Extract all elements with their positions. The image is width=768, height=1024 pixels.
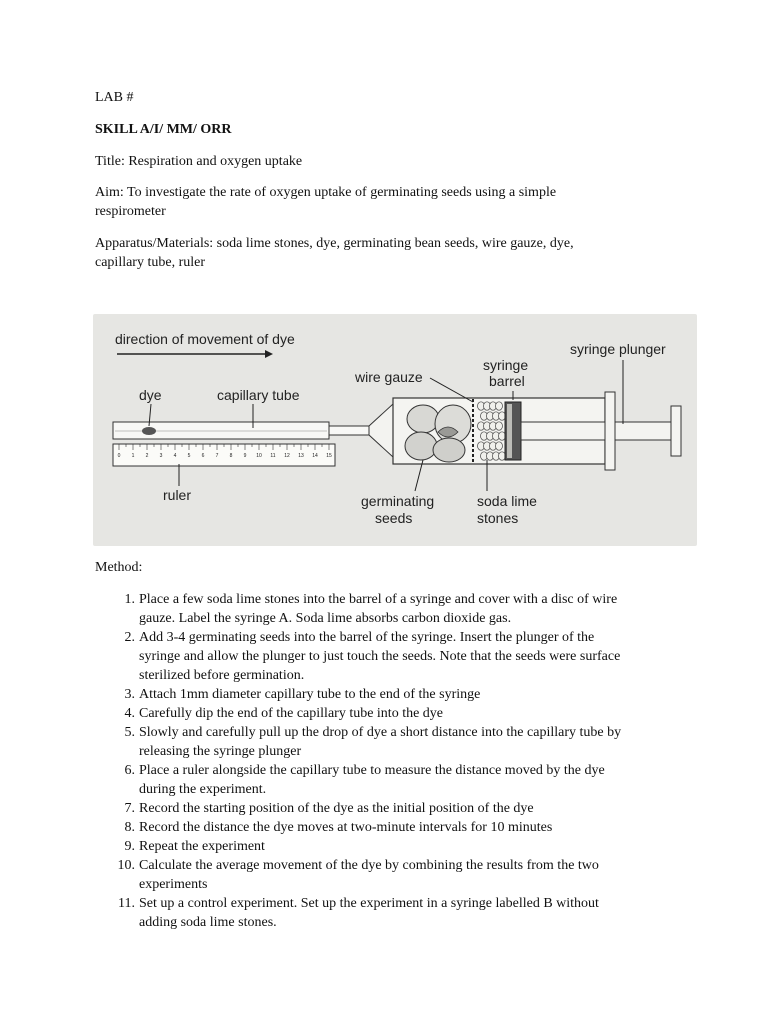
- method-step: [117, 723, 677, 761]
- soda-lime-stone: [499, 432, 506, 440]
- soda-lime-stone: [499, 412, 506, 420]
- soda-lime-stone: [496, 402, 503, 410]
- step-text-line: Add 3-4 germinating seeds into the barrel of the syringe. Insert the plunger of the: [139, 630, 595, 645]
- step-number: 8.: [124, 820, 135, 835]
- apparatus-line-2: capillary tube, ruler: [95, 255, 206, 270]
- plunger-thumb-rest: [671, 406, 681, 456]
- step-number: 1.: [124, 592, 135, 607]
- method-step: [117, 894, 677, 932]
- soda-lime-label-1: soda lime: [477, 493, 537, 509]
- syringe-barrel-label-2: barrel: [489, 373, 525, 389]
- ruler-tick-label: 13: [298, 453, 304, 459]
- method-step: [117, 704, 677, 723]
- ruler-tick-label: 10: [256, 453, 262, 459]
- step-number: 2.: [124, 630, 135, 645]
- step-text-line: Set up a control experiment. Set up the experiment in a syringe labelled B without: [139, 896, 599, 911]
- step-number: 7.: [124, 801, 135, 816]
- method-heading: Method:: [95, 560, 143, 575]
- step-text-line: Record the distance the dye moves at two-minute intervals for 10 minutes: [139, 820, 553, 835]
- method-step: [117, 685, 677, 704]
- direction-label: direction of movement of dye: [115, 331, 295, 347]
- respirometer-diagram: [93, 314, 697, 546]
- step-text-line: releasing the syringe plunger: [139, 744, 302, 759]
- title-line: Title: Respiration and oxygen uptake: [95, 154, 303, 169]
- ruler-tick-label: 9: [243, 453, 247, 459]
- syringe-cone: [369, 404, 393, 457]
- germinating-seeds: [405, 405, 471, 462]
- ruler-tick-label: 12: [284, 453, 290, 459]
- method-step: [117, 856, 677, 894]
- lab-number: LAB #: [95, 90, 134, 105]
- step-number: 11.: [118, 896, 135, 911]
- step-text-line: sterilized before germination.: [139, 668, 305, 683]
- respirometer-figure: [93, 314, 697, 546]
- soda-lime-stone: [499, 452, 506, 460]
- ruler-tick-label: 6: [201, 453, 205, 459]
- ruler-tick-label: 5: [187, 453, 191, 459]
- step-text-line: Attach 1mm diameter capillary tube to the end of the syringe: [139, 687, 481, 702]
- ruler-tick-label: 4: [173, 453, 177, 459]
- ruler-tick-label: 8: [229, 453, 233, 459]
- ruler-tick-label: 2: [145, 453, 149, 459]
- soda-lime-stone: [496, 442, 503, 450]
- syringe-barrel-label-1: syringe: [483, 357, 529, 373]
- seeds-leader: [415, 460, 423, 491]
- direction-arrowhead: [265, 350, 273, 358]
- step-text-line: Record the starting position of the dye as the initial position of the dye: [139, 801, 534, 816]
- method-step: [117, 818, 677, 837]
- method-step: [117, 799, 677, 818]
- soda-lime-label-2: stones: [477, 510, 519, 526]
- dye-label: dye: [139, 387, 162, 403]
- step-text-line: Carefully dip the end of the capillary tube into the dye: [139, 706, 444, 721]
- wire-gauze-label: wire gauze: [355, 369, 423, 385]
- step-text-line: Place a ruler alongside the capillary tube to measure the distance moved by the dye: [139, 763, 605, 778]
- apparatus-line-1: Apparatus/Materials: soda lime stones, dye, germinating bean seeds, wire gauze, dye,: [95, 236, 574, 251]
- skill-heading: SKILL A/I/ MM/ ORR: [95, 122, 232, 137]
- barrel-flange: [605, 392, 615, 470]
- ruler-tick-label: 0: [117, 453, 121, 459]
- ruler-label: ruler: [163, 487, 192, 503]
- ruler-tick-label: 3: [159, 453, 163, 459]
- syringe-plunger-label: syringe plunger: [570, 341, 666, 357]
- step-text-line: during the experiment.: [139, 782, 267, 797]
- step-text-line: experiments: [139, 877, 208, 892]
- step-text-line: Repeat the experiment: [139, 839, 265, 854]
- syringe-nozzle: [329, 426, 369, 435]
- step-number: 10.: [117, 858, 135, 873]
- method-steps: [117, 590, 677, 932]
- dye-drop: [142, 427, 156, 435]
- method-step: [117, 590, 677, 628]
- step-number: 6.: [124, 763, 135, 778]
- method-step: [117, 761, 677, 799]
- step-text-line: Slowly and carefully pull up the drop of dye a short distance into the capillary tube by: [139, 725, 622, 740]
- step-text-line: adding soda lime stones.: [139, 915, 277, 930]
- step-text-line: gauze. Label the syringe A. Soda lime absorbs carbon dioxide gas.: [139, 611, 512, 626]
- step-number: 9.: [124, 839, 135, 854]
- step-text-line: Place a few soda lime stones into the barrel of a syringe and cover with a disc of wire: [139, 592, 618, 607]
- plunger-seal-highlight: [507, 404, 512, 458]
- method-step: [117, 837, 677, 856]
- aim-line-2: respirometer: [95, 204, 166, 219]
- ruler-tick-label: 1: [131, 453, 135, 459]
- ruler-tick-label: 14: [312, 453, 318, 459]
- aim-line-1: Aim: To investigate the rate of oxygen uptake of germinating seeds using a simple: [95, 185, 557, 200]
- plunger-rod: [521, 422, 671, 440]
- method-step: [117, 628, 677, 685]
- germinating-seeds-label-1: germinating: [361, 493, 435, 509]
- step-number: 3.: [124, 687, 135, 702]
- step-text-line: syringe and allow the plunger to just touch the seeds. Note that the seeds were surface: [139, 649, 621, 664]
- ruler-tick-label: 11: [270, 453, 276, 459]
- step-number: 5.: [124, 725, 135, 740]
- step-number: 4.: [124, 706, 135, 721]
- soda-lime-stone: [496, 422, 503, 430]
- ruler-tick-label: 15: [326, 453, 332, 459]
- germinating-seeds-label-2: seeds: [375, 510, 413, 526]
- capillary-tube-label: capillary tube: [217, 387, 300, 403]
- ruler-tick-label: 7: [215, 453, 219, 459]
- step-text-line: Calculate the average movement of the dye by combining the results from the two: [139, 858, 599, 873]
